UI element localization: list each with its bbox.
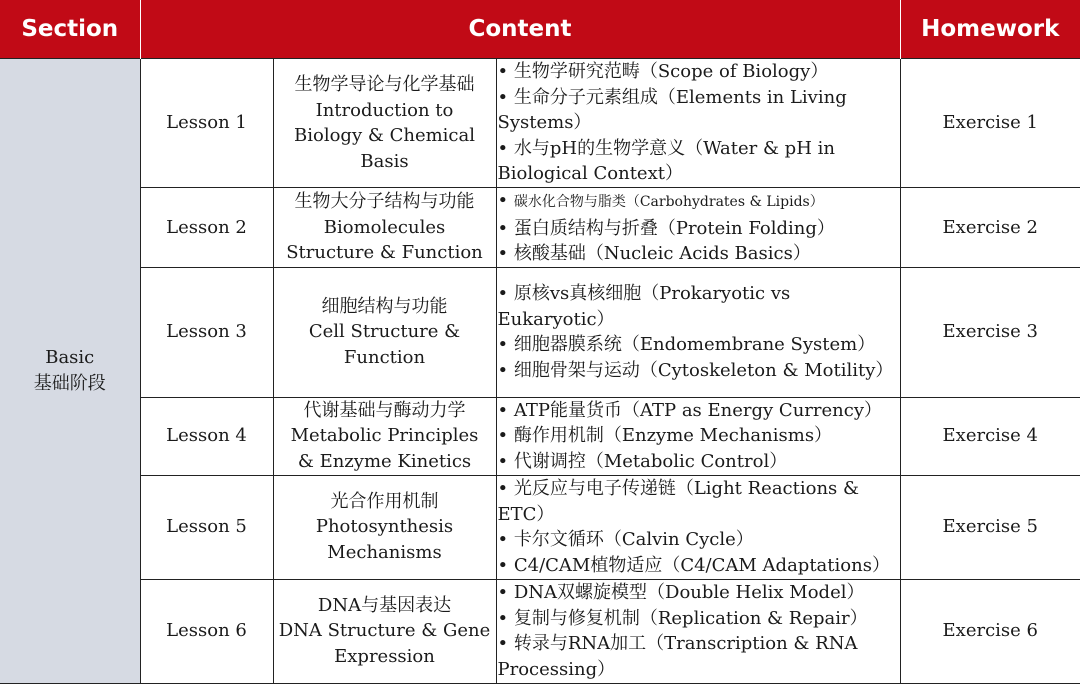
topic-item: • DNA双螺旋模型（Double Helix Model） [498, 580, 900, 606]
topic-item: • ATP能量货币（ATP as Energy Currency） [498, 398, 900, 424]
lesson-topics [496, 579, 900, 683]
section-label-en: Basic [45, 347, 95, 369]
topic-item: • 核酸基础（Nucleic Acids Basics） [498, 241, 900, 267]
lesson-topics [496, 475, 900, 579]
lesson-label: Lesson 5 [140, 475, 273, 579]
topic-item: • 水与pH的生物学意义（Water & pH in Biological Context） [498, 136, 900, 187]
topic-item: • 生物学研究范畴（Scope of Biology） [498, 59, 900, 85]
topic-item: • 细胞骨架与运动（Cytoskeleton & Motility） [498, 358, 900, 384]
topic-item: • 细胞器膜系统（Endomembrane System） [498, 332, 900, 358]
section-label-cn: 基础阶段 [33, 372, 106, 394]
homework-label: Exercise 6 [900, 579, 1080, 683]
section-cell [0, 59, 140, 684]
lesson-title: DNA与基因表达 DNA Structure & Gene Expression [273, 579, 496, 683]
topic-item: • 原核vs真核细胞（Prokaryotic vs Eukaryotic） [498, 281, 900, 332]
table-row [0, 397, 1080, 475]
header-homework: Homework [900, 0, 1080, 59]
topic-item-text: 碳水化合物与脂类（Carbohydrates & Lipids） [513, 194, 824, 210]
table-row [0, 267, 1080, 397]
table-row [0, 59, 1080, 188]
topic-item: • 酶作用机制（Enzyme Mechanisms） [498, 423, 900, 449]
lesson-topics [496, 188, 900, 268]
lesson-title: 代谢基础与酶动力学 Metabolic Principles & Enzyme Kinetics [273, 397, 496, 475]
topic-item: • 光反应与电子传递链（Light Reactions & ETC） [498, 476, 900, 527]
topic-item: • 卡尔文循环（Calvin Cycle） [498, 527, 900, 553]
topic-item: • 生命分子元素组成（Elements in Living Systems） [498, 85, 900, 136]
topic-item: • C4/CAM植物适应（C4/CAM Adaptations） [498, 553, 900, 579]
lesson-label: Lesson 3 [140, 267, 273, 397]
lesson-label: Lesson 1 [140, 59, 273, 188]
lesson-topics [496, 397, 900, 475]
lesson-topics [496, 59, 900, 188]
lesson-label: Lesson 2 [140, 188, 273, 268]
lesson-topics [496, 267, 900, 397]
lesson-title: 光合作用机制 Photosynthesis Mechanisms [273, 475, 496, 579]
lesson-title: 细胞结构与功能 Cell Structure & Function [273, 267, 496, 397]
lesson-label: Lesson 6 [140, 579, 273, 683]
homework-label: Exercise 4 [900, 397, 1080, 475]
lesson-title: 生物学导论与化学基础 Introduction to Biology & Chemical Basis [273, 59, 496, 188]
homework-label: Exercise 3 [900, 267, 1080, 397]
header-section: Section [0, 0, 140, 59]
lesson-label: Lesson 4 [140, 397, 273, 475]
homework-label: Exercise 5 [900, 475, 1080, 579]
homework-label: Exercise 1 [900, 59, 1080, 188]
header-content: Content [140, 0, 900, 59]
topic-item: • 代谢调控（Metabolic Control） [498, 449, 900, 475]
topic-item: • 转录与RNA加工（Transcription & RNA Processing） [498, 631, 900, 682]
topic-item: • 复制与修复机制（Replication & Repair） [498, 606, 900, 632]
topic-item: • 蛋白质结构与折叠（Protein Folding） [498, 216, 900, 242]
header-row [0, 0, 1080, 59]
table-row [0, 475, 1080, 579]
lesson-title: 生物大分子结构与功能 Biomolecules Structure & Function [273, 188, 496, 268]
topic-item [498, 188, 900, 216]
table-row [0, 188, 1080, 268]
table-row [0, 579, 1080, 683]
homework-label: Exercise 2 [900, 188, 1080, 268]
